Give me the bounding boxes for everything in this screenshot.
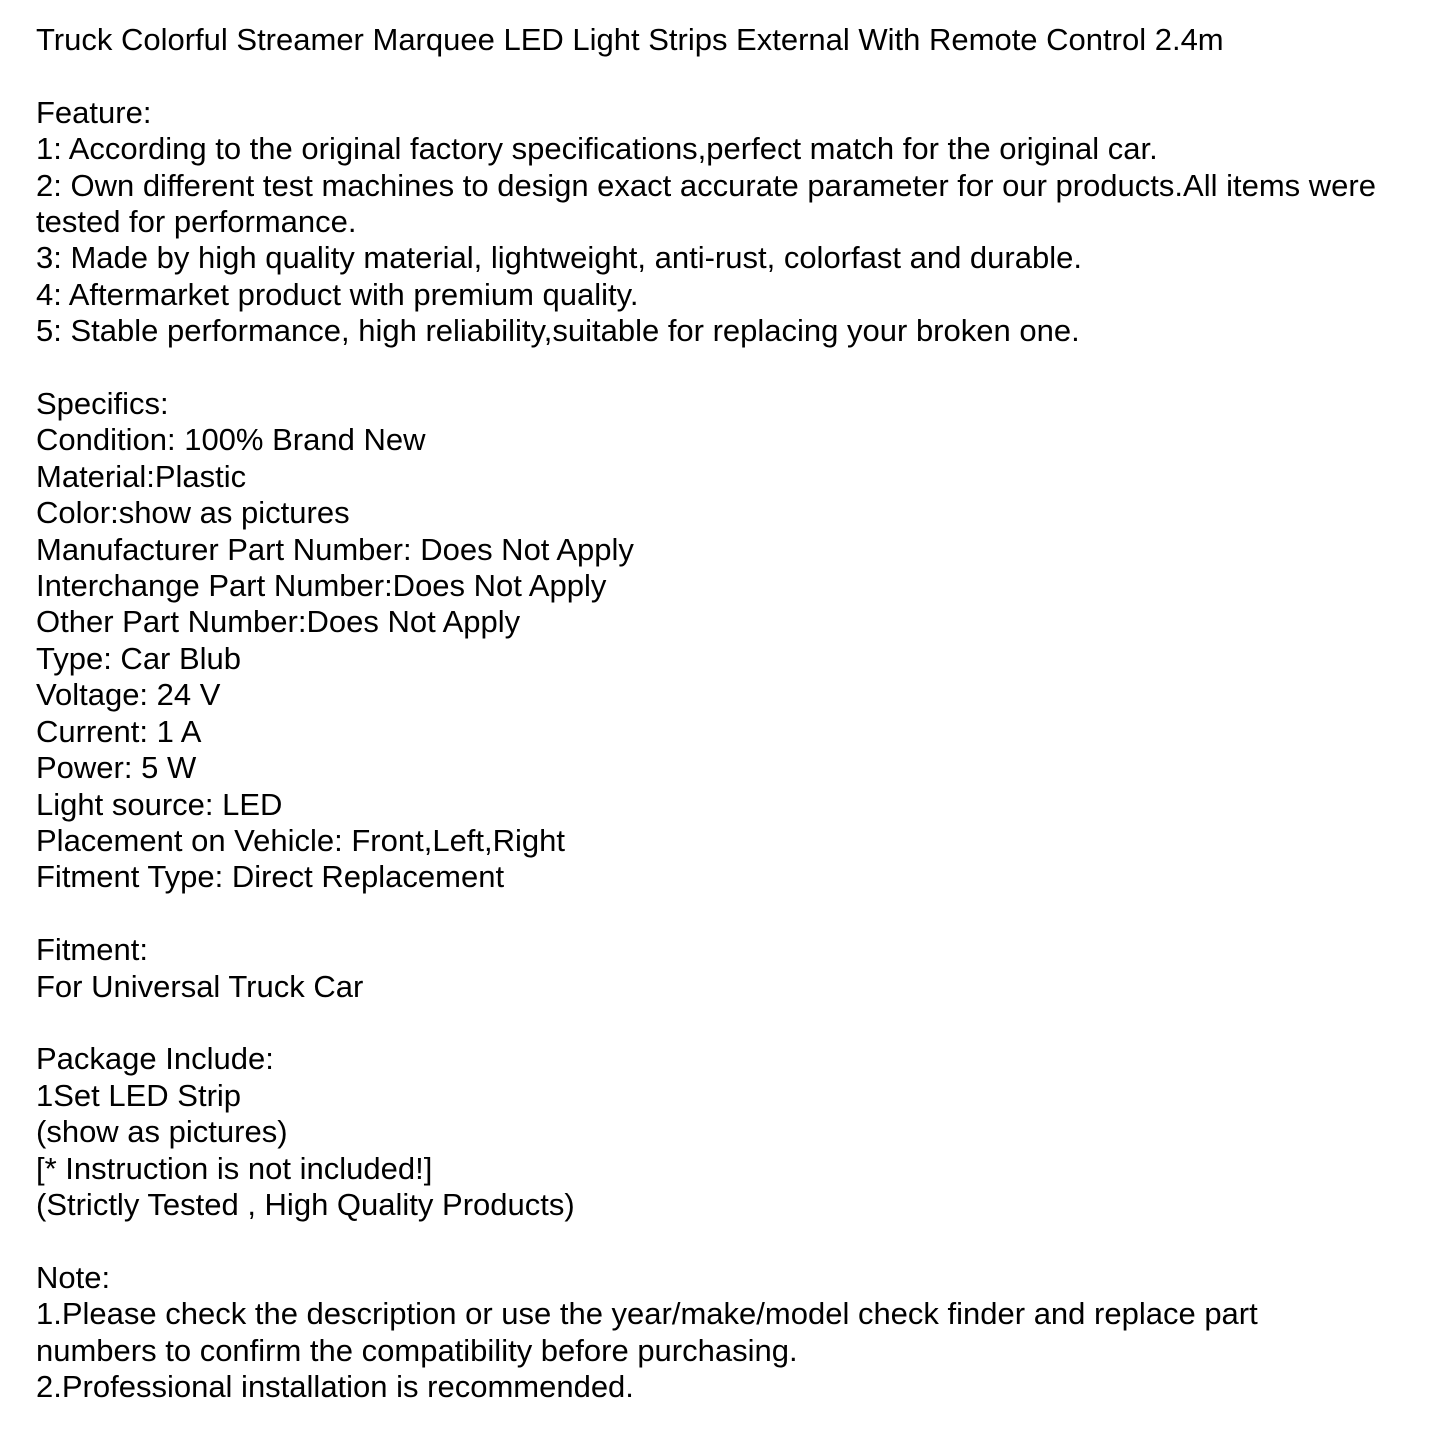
text-line: 2: Own different test machines to design exact accurate parameter for our products.All items were bbox=[36, 167, 1376, 203]
text-line: Interchange Part Number:Does Not Apply bbox=[36, 568, 607, 604]
text-line: (Strictly Tested , High Quality Products) bbox=[36, 1186, 575, 1222]
section-heading-package: Package Include: bbox=[36, 1041, 274, 1077]
text-line: 1: According to the original factory specifications,perfect match for the original car. bbox=[36, 131, 1158, 167]
text-line: Light source: LED bbox=[36, 786, 283, 822]
text-line: Other Part Number:Does Not Apply bbox=[36, 604, 521, 640]
text-line: numbers to confirm the compatibility before purchasing. bbox=[36, 1332, 798, 1368]
document-title: Truck Colorful Streamer Marquee LED Light Strips External With Remote Control 2.4m bbox=[36, 22, 1224, 57]
text-line: 1Set LED Strip bbox=[36, 1077, 242, 1113]
text-line: [* Instruction is not included!] bbox=[36, 1150, 433, 1186]
section-heading-specifics: Specifics: bbox=[36, 386, 169, 422]
section-heading-fitment: Fitment: bbox=[36, 932, 148, 968]
text-line: (show as pictures) bbox=[36, 1114, 288, 1150]
text-line: Manufacturer Part Number: Does Not Apply bbox=[36, 531, 634, 567]
text-line: For Universal Truck Car bbox=[36, 968, 364, 1004]
section-specifics bbox=[36, 386, 1415, 896]
text-line: tested for performance. bbox=[36, 204, 357, 240]
text-line: Condition: 100% Brand New bbox=[36, 422, 426, 458]
text-line: Type: Car Blub bbox=[36, 640, 242, 676]
text-line: Current: 1 A bbox=[36, 713, 202, 749]
section-note bbox=[36, 1260, 1415, 1406]
text-line: 5: Stable performance, high reliability,suitable for replacing your broken one. bbox=[36, 313, 1080, 349]
text-line: Voltage: 24 V bbox=[36, 677, 221, 713]
text-line: Power: 5 W bbox=[36, 750, 197, 786]
section-title bbox=[36, 22, 1415, 58]
text-line: Material:Plastic bbox=[36, 458, 247, 494]
section-heading-feature: Feature: bbox=[36, 94, 152, 130]
text-line: Fitment Type: Direct Replacement bbox=[36, 859, 505, 895]
text-line: 2.Professional installation is recommended. bbox=[36, 1368, 634, 1404]
text-line: Placement on Vehicle: Front,Left,Right bbox=[36, 822, 566, 858]
text-line: 3: Made by high quality material, lightweight, anti-rust, colorfast and durable. bbox=[36, 240, 1082, 276]
text-line: 4: Aftermarket product with premium quality. bbox=[36, 276, 639, 312]
section-package bbox=[36, 1041, 1415, 1223]
text-line: Color:show as pictures bbox=[36, 495, 350, 531]
section-fitment bbox=[36, 932, 1415, 1005]
text-line: 1.Please check the description or use the year/make/model check finder and replace part bbox=[36, 1296, 1258, 1332]
section-heading-note: Note: bbox=[36, 1259, 111, 1295]
section-feature bbox=[36, 95, 1415, 350]
